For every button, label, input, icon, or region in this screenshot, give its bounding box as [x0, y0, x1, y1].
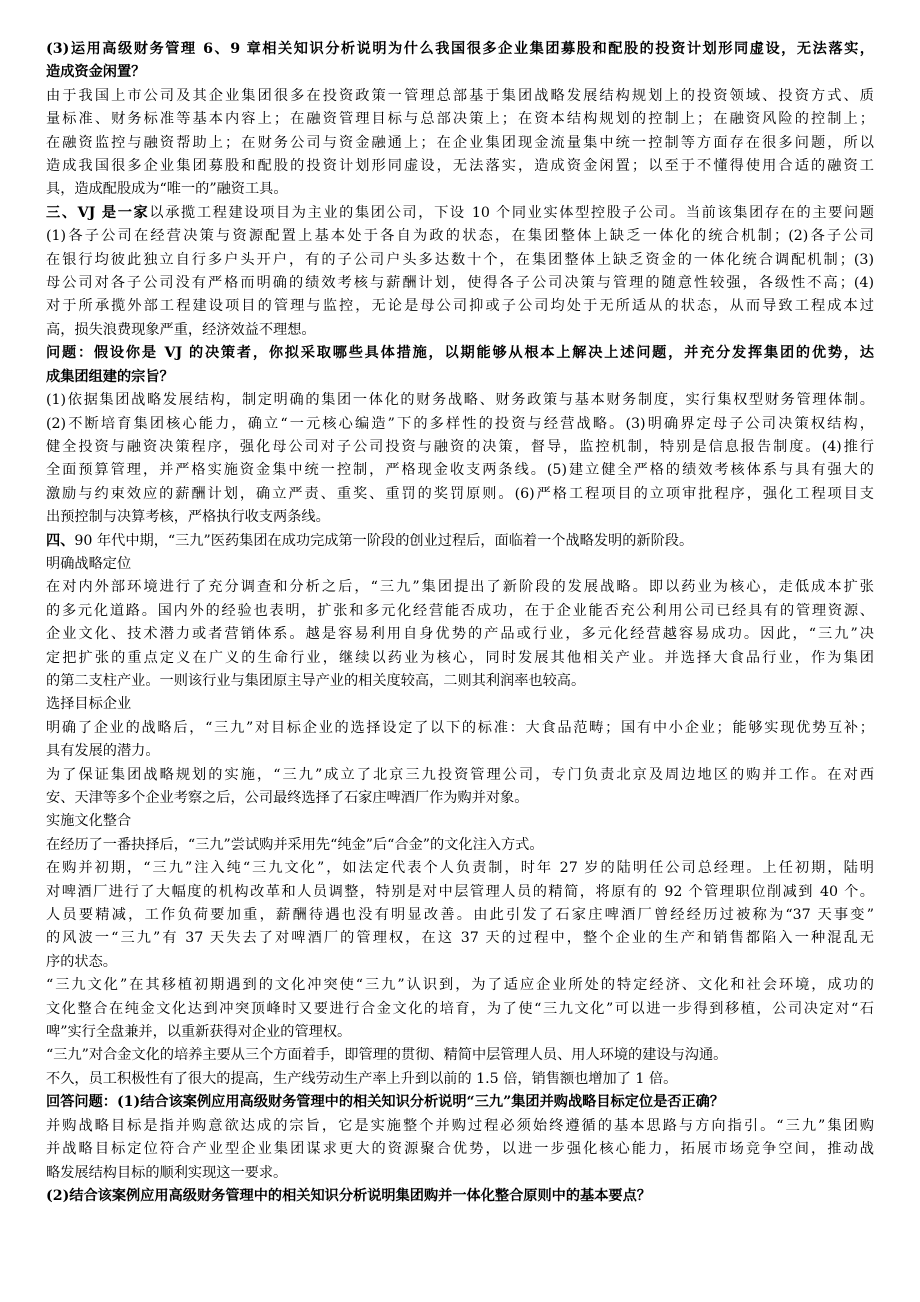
- text-line: 文化整合在纯金文化达到冲突顶峰时又要进行合金文化的培育，为了使“三九文化”可以进一步得到移植，公司决定对“石: [46, 1000, 874, 1017]
- text-line: “三九文化”在其移植初期遇到的文化冲突使“三九”认识到，为了适应企业所处的特定经济、文化和社会环境，成功的: [46, 977, 874, 994]
- text-line: 四、90 年代中期，“三九”医药集团在成功完成第一阶段的创业过程后，面临着一个战略发明的新阶段。: [46, 532, 694, 549]
- text-line: 造成我国很多企业集团募股和配股的投资计划形同虚设，无法落实，造成资金闲置；以至于不懂得使用合适的融资工: [46, 158, 874, 175]
- text-line: 实施文化整合: [46, 813, 132, 830]
- text-line: 回答问题：(1)结合该案例应用高级财务管理中的相关知识分析说明“三九”集团并购战略目标定位是否正确？: [46, 1094, 725, 1111]
- text-line: 定把扩张的重点定义在广义的生命行业，继续以药业为核心，同时发展其他相关产业。并选择大食品行业，作为集团: [46, 649, 874, 666]
- text-line: 在经历了一番抉择后，“三九”尝试购并采用先“纯金”后“合金”的文化注入方式。: [46, 836, 544, 853]
- text-line: 的多元化道路。国内外的经验也表明，扩张和多元化经营能否成功，在于企业能否充公利用公司已经具有的管理资源、: [46, 602, 874, 619]
- text-line: 高，损失浪费现象严重，经济效益不理想。: [46, 321, 316, 338]
- text-line: 健全投资与融资决策程序，强化母公司对子公司投资与融资的决策，督导，监控机制，特别是信息报告制度。(4)推行: [46, 438, 874, 455]
- text-line: 明确战略定位: [46, 555, 132, 572]
- text-line: 问题：假设你是 VJ 的决策者，你拟采取哪些具体措施，以期能够从根本上解决上述问题，并充分发挥集团的优势，达: [46, 345, 874, 362]
- text-line: 在融资监控与融资帮助上；在财务公司与资金融通上；在企业集团现金流量集中统一控制等方面存在很多问题，所以: [46, 134, 874, 151]
- text-line: (2)不断培育集团核心能力，确立“一元核心编造”下的多样性的投资与经营战略。(3)明确界定母子公司决策权结构，: [46, 415, 874, 432]
- text-line: 具有发展的潜力。: [46, 743, 160, 760]
- text-line: 在购并初期，“三九”注入纯“三九文化”，如法定代表个人负责制，时年 27 岁的陆明任公司总经理。上任初期，陆明: [46, 860, 874, 877]
- text-line: 不久，员工积极性有了很大的提高，生产线劳动生产率上升到以前的 1.5 倍，销售额也增加了 1 倍。: [46, 1070, 678, 1087]
- text-line: 对啤酒厂进行了大幅度的机构改革和人员调整，特别是对中层管理人员的精简，将原有的 92 个管理职位削减到 40 个。: [46, 883, 874, 900]
- text-line: 并战略目标定位符合产业型企业集团谋求更大的资源聚合优势，以进一步强化核心能力，拓展市场竞争空间，推动战: [46, 1141, 874, 1158]
- text-line: 造成资金闲置？: [46, 64, 146, 81]
- text-line: 在银行均彼此独立自行多户头开户，有的子公司户头多达数十个，在集团整体上缺乏资金的一体化统合调配机制；(3): [46, 251, 874, 268]
- text-line: (2)结合该案例应用高级财务管理中的相关知识分析说明集团购并一体化整合原则中的基本要点？: [46, 1187, 651, 1204]
- text-line: 序的状态。: [46, 953, 117, 970]
- text-line: 三、VJ 是一家以承揽工程建设项目为主业的集团公司，下设 10 个同业实体型控股子公司。当前该集团存在的主要问题: [46, 204, 874, 221]
- text-line: 并购战略目标是指并购意欲达成的宗旨，它是实施整个并购过程必须始终遵循的基本思路与方向指引。“三九”集团购: [46, 1117, 874, 1134]
- text-line: 全面预算管理，并严格实施资金集中统一控制，严格现金收支两条线。(5)建立健全严格的绩效考核体系与具有强大的: [46, 462, 874, 479]
- text-line: “三九”对合金文化的培养主要从三个方面着手，即管理的贯彻、精简中层管理人员、用人环境的建设与沟通。: [46, 1047, 728, 1064]
- text-line: 成集团组建的宗旨？: [46, 368, 174, 385]
- text-line: 啤”实行全盘兼并，以重新获得对企业的管理权。: [46, 1024, 352, 1041]
- text-line: 激励与约束效应的薪酬计划，确立严责、重奖、重罚的奖罚原则。(6)严格工程项目的立项审批程序，强化工程项目支: [46, 485, 874, 502]
- text-line: 具，造成配股成为“唯一的”融资工具。: [46, 181, 288, 198]
- text-line: 明确了企业的战略后，“三九”对目标企业的选择设定了以下的标准：大食品范畴；国有中小企业；能够实现优势互补；: [46, 719, 874, 736]
- text-line: 量标准、财务标准等基本内容上；在融资管理目标与总部决策上；在资本结构规划的控制上；在融资风险的控制上；: [46, 111, 874, 128]
- text-line: 安、天津等多个企业考察之后，公司最终选择了石家庄啤酒厂作为购并对象。: [46, 790, 529, 806]
- text-line: 在对内外部环境进行了充分调查和分析之后，“三九”集团提出了新阶段的发展战略。即以药业为核心，走低成本扩张: [46, 579, 874, 596]
- text-line: 母公司对各子公司没有严格而明确的绩效考核与薪酬计划，使得各子公司决策与管理的随意性较强，各级性不高；(4): [46, 275, 874, 292]
- text-line: 出预控制与决算考核，严格执行收支两条线。: [46, 509, 330, 526]
- text-line: 的第二支柱产业。一则该行业与集团原主导产业的相关度较高，二则其利润率也较高。: [46, 672, 586, 689]
- text-line: (1)各子公司在经营决策与资源配置上基本处于各自为政的状态，在集团整体上缺乏一体化的统合机制；(2)各子公司: [46, 228, 874, 245]
- text-line: 企业文化、技术潜力或者营销体系。越是容易利用自身优势的产品或行业，多元化经营越容易成功。因此，“三九”决: [46, 626, 874, 643]
- text-line: (3)运用高级财务管理 6、9 章相关知识分析说明为什么我国很多企业集团募股和配股的投资计划形同虚设，无法落实，: [46, 41, 874, 57]
- text-line: 选择目标企业: [46, 696, 132, 713]
- text-line: (1)依据集团战略发展结构，制定明确的集团一体化的财务战略、财务政策与基本财务制度，实行集权型财务管理体制。: [46, 392, 874, 409]
- text-line: 为了保证集团战略规划的实施，“三九”成立了北京三九投资管理公司，专门负责北京及周边地区的购并工作。在对西: [46, 766, 874, 783]
- text-line: 的风波一“三九”有 37 天失去了对啤酒厂的管理权，在这 37 天的过程中，整个企业的生产和销售都陷入一种混乱无: [46, 930, 874, 947]
- text-line: 人员要精减，工作负荷要加重，薪酬待遇也没有明显改善。由此引发了石家庄啤酒厂曾经经历过被称为“37 天事变”: [46, 907, 874, 924]
- text-line: 略发展结构目标的顺利实现这一要求。: [46, 1164, 288, 1181]
- text-line: 由于我国上市公司及其企业集团很多在投资政策一管理总部基于集团战略发展结构规划上的投资领域、投资方式、质: [46, 87, 874, 104]
- text-line: 对于所承揽外部工程建设项目的管理与监控，无论是母公司抑或子公司均处于无所适从的状态，从而导致工程成本过: [46, 298, 874, 315]
